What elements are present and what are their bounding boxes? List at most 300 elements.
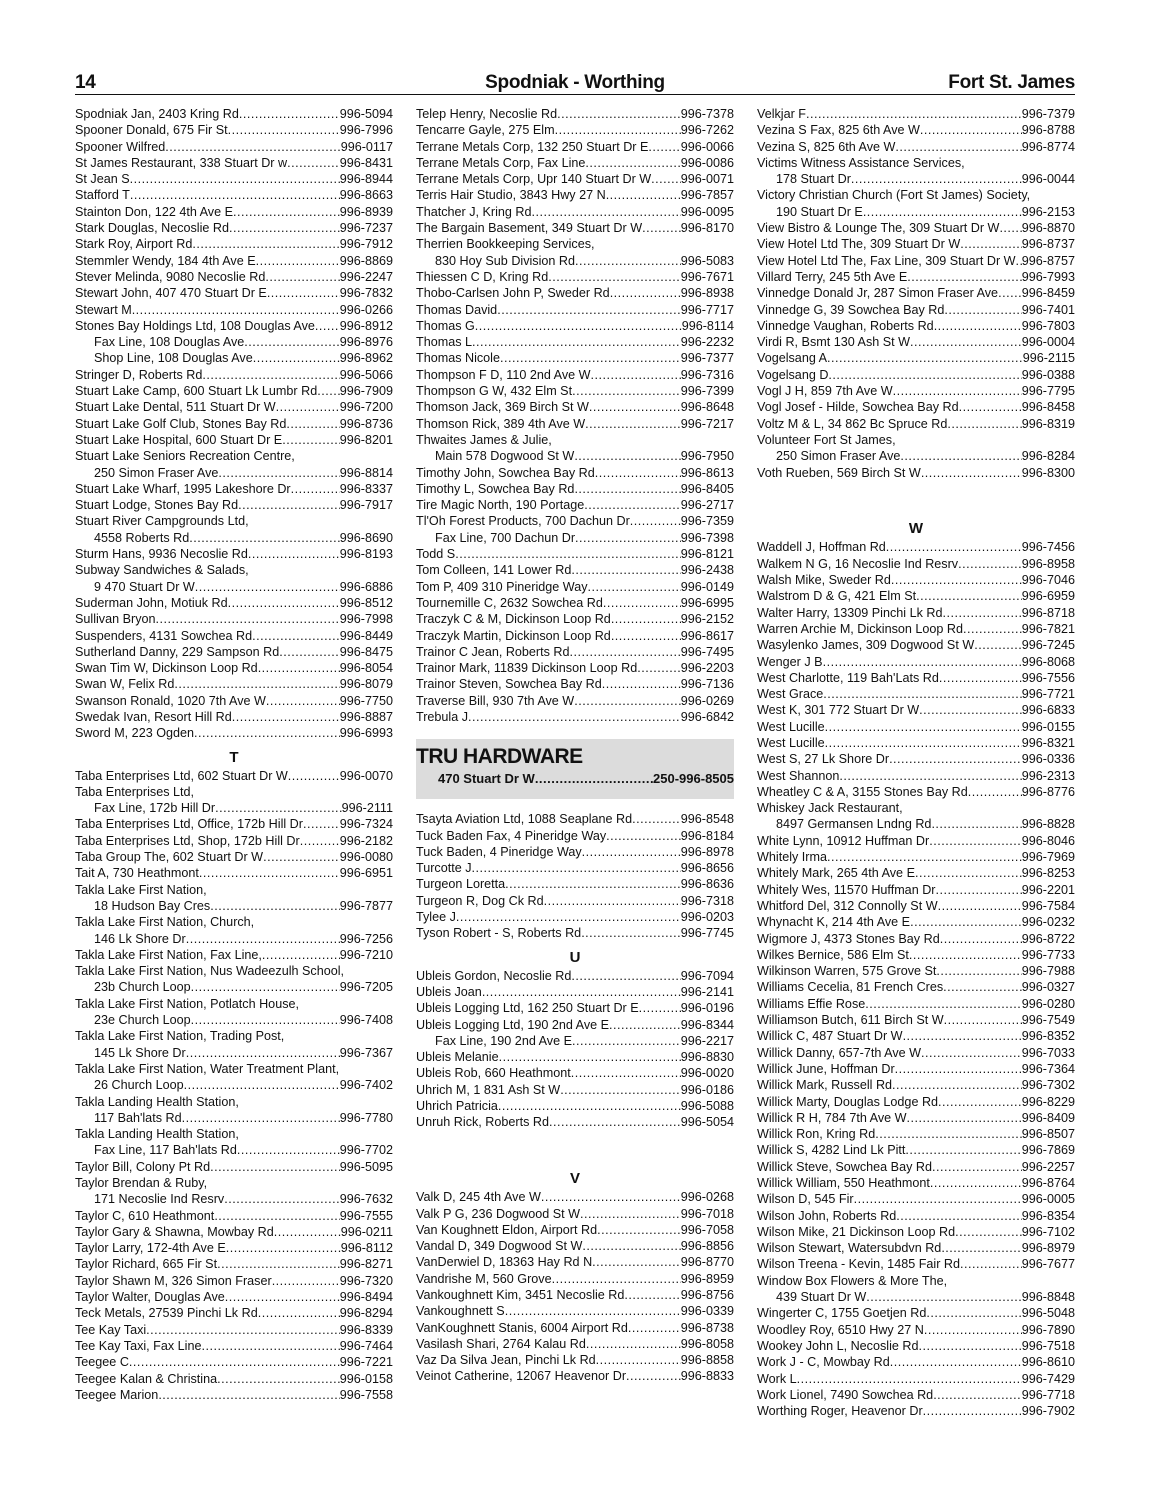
leader-dots: [199, 865, 340, 881]
listing-phone: 996-7518: [1021, 1338, 1075, 1353]
listing-name: 23b Church Loop: [94, 980, 191, 995]
listing-name: 117 Bah'lats Rd: [94, 1110, 182, 1125]
listing-name: Uhrich Patricia: [416, 1099, 498, 1114]
listing-entry: [416, 220, 734, 236]
listing-entry: [416, 660, 734, 676]
listing-phone: 996-8339: [339, 1322, 393, 1337]
listing-phone: 996-7377: [680, 351, 734, 366]
listing-name: Wilson D, 545 Fir: [757, 1192, 854, 1207]
leader-dots: [575, 253, 681, 269]
listing-phone: 996-8459: [1021, 286, 1075, 301]
listing-phone: 996-7200: [339, 400, 393, 415]
listing-entry: [416, 676, 734, 692]
listing-entry: [416, 432, 734, 448]
listing-phone: 996-8054: [339, 661, 393, 676]
listing-entry: [757, 637, 1075, 653]
listing-name: Terrane Metals Corp, 132 250 Stuart Dr E: [416, 139, 649, 154]
listing-phone: 996-8548: [680, 812, 734, 827]
listing-entry: [416, 399, 734, 415]
listing-phone: 996-7399: [680, 384, 734, 399]
leader-dots: [960, 236, 1022, 252]
listing-name: Warren Archie M, Dickinson Loop Rd: [757, 621, 964, 636]
listing-phone: 996-7256: [339, 931, 393, 946]
listing-name: 26 Church Loop: [94, 1078, 184, 1093]
leader-dots: [863, 204, 1022, 220]
leader-dots: [586, 1336, 681, 1352]
listing-entry: [75, 1110, 393, 1126]
listing-phone: 996-5048: [1021, 1306, 1075, 1321]
listing-name: St Jean S: [75, 172, 130, 187]
leader-dots: [924, 1322, 1022, 1338]
leader-dots: [239, 106, 340, 122]
leader-dots: [907, 1110, 1022, 1126]
listing-name: 171 Necoslie Ind Resrv: [94, 1192, 225, 1207]
listing-name: Takla Landing Health Station,: [75, 1094, 239, 1109]
listing-entry: [757, 122, 1075, 138]
leader-dots: [253, 350, 340, 366]
listing-entry: [75, 220, 393, 236]
listing-phone: 996-7058: [680, 1222, 734, 1237]
listing-name: 250 Simon Fraser Ave: [94, 465, 219, 480]
leader-dots: [574, 481, 680, 497]
listing-name: Van Koughnett Eldon, Airport Rd: [416, 1222, 598, 1237]
leader-dots: [866, 1289, 1021, 1305]
listing-name: Stuart Lake Camp, 600 Stuart Lk Lumbr Rd: [75, 384, 318, 399]
leader-dots: [532, 204, 681, 220]
leader-dots: [910, 334, 1022, 350]
listing-name: Wenger J B: [757, 654, 823, 669]
listing-entry: [416, 709, 734, 725]
listing-phone: 996-8776: [1021, 784, 1075, 799]
listing-entry: [75, 1338, 393, 1354]
listing-name: Thwaites James & Julie,: [416, 432, 552, 447]
listing-name: West Shannon: [757, 768, 840, 783]
listing-name: View Hotel Ltd The, 309 Stuart Dr W: [757, 237, 961, 252]
listing-entry: [416, 122, 734, 138]
leader-dots: [943, 979, 1022, 995]
listing-name: Stuart River Campgrounds Ltd,: [75, 514, 249, 529]
listing-entry: [416, 1017, 734, 1033]
listing-entry: [757, 1191, 1075, 1207]
leader-dots: [944, 1012, 1022, 1028]
leader-dots: [585, 155, 680, 171]
listing-phone: 996-7318: [680, 893, 734, 908]
listing-phone: 996-7245: [1021, 638, 1075, 653]
listing-phone: 996-7408: [339, 1013, 393, 1028]
listing-phone: 996-7780: [339, 1110, 393, 1125]
listing-entry: [757, 220, 1075, 236]
listing-name: Willick Ron, Kring Rd: [757, 1127, 876, 1142]
listing-phone: 996-7950: [680, 449, 734, 464]
listing-phone: 996-8613: [680, 465, 734, 480]
leader-dots: [581, 925, 681, 941]
listing-entry: [75, 1256, 393, 1272]
leader-dots: [233, 204, 340, 220]
listing-phone: 996-7721: [1021, 687, 1075, 702]
listing-entry: [416, 1303, 734, 1319]
listing-entry: [757, 465, 1075, 481]
listing-phone: 996-8494: [339, 1290, 393, 1305]
listing-phone: 996-0095: [680, 204, 734, 219]
listing-phone: 996-8856: [680, 1239, 734, 1254]
leader-dots: [237, 1142, 340, 1158]
listing-name: 145 Lk Shore Dr: [94, 1045, 186, 1060]
listing-phone: 996-0020: [680, 1066, 734, 1081]
listing-entry: [75, 1077, 393, 1093]
leader-dots: [192, 236, 339, 252]
listing-entry: [757, 139, 1075, 155]
listing-phone: 996-0044: [1021, 172, 1075, 187]
listing-entry: [75, 236, 393, 252]
listing-entry: [416, 1336, 734, 1352]
listing-entry: [757, 931, 1075, 947]
leader-dots: [130, 171, 340, 187]
listing-name: Swan W, Felix Rd: [75, 677, 175, 692]
leader-dots: [611, 628, 681, 644]
leader-dots: [194, 725, 340, 741]
listing-phone: 996-7456: [1021, 540, 1075, 555]
listing-entry: [757, 1371, 1075, 1387]
listing-entry: [757, 1208, 1075, 1224]
listing-name: Tait A, 730 Heathmont: [75, 866, 199, 881]
listing-phone: 996-8319: [1021, 416, 1075, 431]
listing-entry: [416, 383, 734, 399]
listing-name: Vezina S, 825 6th Ave W: [757, 139, 896, 154]
listing-name: Fax Line, 108 Douglas Ave: [94, 335, 245, 350]
listing-name: 146 Lk Shore Dr: [94, 931, 186, 946]
listing-entry: [757, 1077, 1075, 1093]
leader-dots: [286, 416, 339, 432]
listing-entry: [757, 914, 1075, 930]
listing-phone: 996-7033: [1021, 1045, 1075, 1060]
listing-name: Thomson Jack, 369 Birch St W: [416, 400, 589, 415]
listing-name: Takla Lake First Nation, Trading Post,: [75, 1029, 285, 1044]
listing-name: Vankoughnett Kim, 3451 Necoslie Rd: [416, 1288, 625, 1302]
listing-entry: [757, 605, 1075, 621]
listing-phone: 996-8512: [339, 595, 393, 610]
leader-dots: [156, 611, 340, 627]
listing-name: Stones Bay Holdings Ltd, 108 Douglas Ave: [75, 318, 315, 333]
listing-phone: 996-7495: [680, 644, 734, 659]
listing-phone: 996-8409: [1021, 1110, 1075, 1125]
listing-name: Veinot Catherine, 12067 Heavenor Dr: [416, 1369, 627, 1384]
listing-entry: [416, 448, 734, 464]
listing-name: Taylor Walter, Douglas Ave: [75, 1290, 225, 1305]
listing-entry: [757, 1387, 1075, 1403]
listing-phone: 996-6951: [339, 866, 393, 881]
listing-phone: 996-2115: [1022, 351, 1075, 366]
listing-name: Tyson Robert - S, Roberts Rd: [416, 926, 582, 941]
listing-name: Vogl J H, 859 7th Ave W: [757, 384, 893, 399]
listing-entry: [75, 693, 393, 709]
leader-dots: [571, 1065, 681, 1081]
listing-entry: [757, 1289, 1075, 1305]
listing-entry: [75, 139, 393, 155]
listing-phone: 996-7359: [680, 514, 734, 529]
listing-name: Fax Line, 172b Hill Dr: [94, 801, 216, 816]
listing-entry: [757, 539, 1075, 555]
listing-phone: 996-8830: [680, 1050, 734, 1065]
listing-phone: 996-2111: [341, 801, 393, 816]
leader-dots: [959, 399, 1022, 415]
listing-phone: 996-2313: [1021, 768, 1075, 783]
listing-phone: 996-8962: [339, 351, 393, 366]
leader-dots: [889, 751, 1022, 767]
leader-dots: [291, 481, 340, 497]
leader-dots: [588, 579, 681, 595]
listing-entry: [75, 465, 393, 481]
listing-phone: 996-8046: [1021, 833, 1075, 848]
listing-phone: 996-7890: [1021, 1322, 1075, 1337]
leader-dots: [288, 768, 340, 784]
listing-phone: 996-8201: [339, 432, 393, 447]
listing-name: Stark Roy, Airport Rd: [75, 237, 193, 252]
listing-phone: 996-7677: [1021, 1257, 1075, 1272]
listing-phone: 996-8184: [680, 828, 734, 843]
listing-name: Terrane Metals Corp, Upr 140 Stuart Dr W: [416, 172, 652, 187]
listing-phone: 996-8507: [1021, 1127, 1075, 1142]
leader-dots: [214, 1208, 339, 1224]
leader-dots: [132, 302, 340, 318]
listing-entry: [416, 984, 734, 1000]
listing-entry: [757, 1224, 1075, 1240]
listing-entry: [757, 686, 1075, 702]
listing-entry: [75, 1354, 393, 1370]
leader-dots: [936, 963, 1021, 979]
listing-phone: 996-0203: [680, 910, 734, 925]
leader-dots: [186, 931, 340, 947]
leader-dots: [597, 1222, 681, 1238]
listing-name: View Bistro & Lounge The, 309 Stuart Dr W: [757, 221, 1000, 236]
listing-entry: [75, 513, 393, 529]
listing-name: Teck Metals, 27539 Pinchi Lk Rd: [75, 1306, 258, 1321]
blank-line: [757, 481, 1075, 497]
listing-name: Worthing Roger, Heavenor Dr: [757, 1404, 923, 1419]
listing-entry: [75, 334, 393, 350]
listing-name: Stuart Lodge, Stones Bay Rd: [75, 498, 239, 513]
listing-phone: 996-7556: [1021, 670, 1075, 685]
listing-name: Trainor Mark, 11839 Dickinson Loop Rd: [416, 661, 638, 676]
listing-phone: 996-7988: [1021, 964, 1075, 979]
listing-name: Tuck Baden Fax, 4 Pineridge Way: [416, 828, 607, 843]
leader-dots: [585, 416, 681, 432]
listing-name: Tuck Baden, 4 Pineridge Way: [416, 844, 582, 859]
listing-name: Timothy John, Sowchea Bay Rd: [416, 465, 595, 480]
leader-dots: [918, 1338, 1021, 1354]
listing-phone: 996-8944: [339, 172, 393, 187]
listing-name: Tee Kay Taxi: [75, 1322, 147, 1337]
listing-phone: 996-8814: [339, 465, 393, 480]
listing-entry: [757, 1354, 1075, 1370]
listing-phone: 996-8828: [1021, 817, 1075, 832]
listing-name: Uhrich M, 1 831 Ash St W: [416, 1082, 561, 1097]
listing-entry: [757, 1126, 1075, 1142]
listing-name: Thatcher J, Kring Rd: [416, 204, 532, 219]
listing-phone: 996-0066: [680, 139, 734, 154]
listing-phone: 996-2232: [680, 335, 734, 350]
listing-name: Sturm Hans, 9936 Necoslie Rd: [75, 547, 248, 562]
listing-phone: 996-8112: [340, 1241, 393, 1256]
listing-entry: [416, 628, 734, 644]
listing-phone: 996-8300: [1021, 465, 1075, 480]
listing-entry: [75, 530, 393, 546]
listing-phone: 996-8764: [1021, 1176, 1075, 1190]
leader-dots: [158, 1387, 339, 1403]
listing-name: Wasylenko James, 309 Dogwood St W: [757, 638, 975, 653]
listing-phone: 996-8912: [339, 318, 393, 333]
listing-phone: 996-7398: [680, 530, 734, 545]
listing-name: 8497 Germansen Lndng Rd: [776, 817, 932, 832]
listing-entry: [416, 811, 734, 827]
listing-phone: 996-8869: [339, 253, 393, 268]
listing-entry: [416, 1049, 734, 1065]
leader-dots: [256, 253, 340, 269]
listing-entry: [416, 302, 734, 318]
listing-entry: [757, 996, 1075, 1012]
listing-phone: 996-6993: [339, 726, 393, 741]
listing-phone: 996-0280: [1021, 996, 1075, 1011]
leader-dots: [210, 1159, 340, 1175]
listing-name: Taba Enterprises Ltd, Shop, 172b Hill Dr: [75, 833, 300, 848]
listing-phone: 996-7869: [1021, 1143, 1075, 1158]
listing-name: Stark Douglas, Necoslie Rd: [75, 221, 229, 236]
listing-entry: [75, 849, 393, 865]
listing-phone: 996-7401: [1021, 302, 1075, 317]
listing-name: Takla Lake First Nation,: [75, 882, 207, 897]
listing-entry: [416, 236, 734, 252]
listing-name: Willick R H, 784 7th Ave W: [757, 1110, 907, 1125]
listing-phone: 996-8458: [1021, 400, 1075, 415]
listing-entry: [416, 530, 734, 546]
listing-phone: 996-0086: [680, 155, 734, 170]
leader-dots: [823, 654, 1022, 670]
listing-name: West Charlotte, 119 Bah'Lats Rd: [757, 670, 939, 685]
listing-entry: [416, 925, 734, 941]
listing-phone: 996-8848: [1021, 1290, 1075, 1305]
listing-phone: 996-8756: [680, 1288, 734, 1302]
leader-dots: [571, 562, 680, 578]
directory-column-3: [757, 106, 1075, 1419]
leader-dots: [929, 833, 1022, 849]
listing-entry: [75, 996, 393, 1012]
listing-name: 190 Stuart Dr E: [776, 204, 863, 219]
listing-name: Vezina S Fax, 825 6th Ave W: [757, 123, 920, 138]
leader-dots: [202, 367, 339, 383]
listing-name: Takla Landing Health Station,: [75, 1127, 239, 1142]
leader-dots: [825, 735, 1022, 751]
listing-entry: [416, 611, 734, 627]
listing-entry: [75, 1387, 393, 1403]
leader-dots: [265, 269, 339, 285]
listing-name: Tylee J: [416, 910, 456, 925]
leader-dots: [498, 1098, 681, 1114]
page-title: Spodniak - Worthing: [485, 72, 665, 93]
listing-phone: 996-7094: [680, 968, 734, 983]
listing-phone: 996-7102: [1021, 1224, 1075, 1239]
leader-dots: [591, 367, 681, 383]
leader-dots: [560, 1082, 681, 1098]
listing-name: VanKoughnett Stanis, 6004 Airport Rd: [416, 1320, 628, 1335]
listing-entry: [75, 914, 393, 930]
listing-entry: [416, 860, 734, 876]
leader-dots: [624, 1287, 680, 1303]
listing-phone: 996-8405: [680, 481, 734, 496]
listing-phone: 996-0269: [680, 693, 734, 708]
listing-phone: 996-5054: [680, 1115, 734, 1130]
listing-entry: [757, 816, 1075, 832]
listing-phone: 996-8193: [339, 547, 393, 562]
listing-entry: [75, 350, 393, 366]
listing-name: Sutherland Danny, 229 Sampson Rd: [75, 644, 280, 659]
listing-name: Stewart M: [75, 302, 132, 317]
listing-phone: 996-8737: [1021, 237, 1075, 252]
listing-phone: 996-8354: [1021, 1208, 1075, 1223]
listing-name: Turgeon Loretta: [416, 877, 506, 892]
listing-phone: 996-7795: [1021, 384, 1075, 399]
leader-dots: [851, 171, 1022, 187]
listing-phone: 996-0266: [339, 302, 393, 317]
listing-name: Sword M, 223 Ogden: [75, 726, 195, 741]
listing-entry: [757, 383, 1075, 399]
listing-entry: [416, 187, 734, 203]
listing-name: Wilson Treena - Kevin, 1485 Fair Rd: [757, 1257, 960, 1272]
listing-entry: [75, 383, 393, 399]
listing-name: Willick Mark, Russell Rd: [757, 1078, 893, 1093]
listing-name: VanDerwiel D, 18363 Hay Rd N: [416, 1255, 593, 1270]
listing-phone: 996-7558: [339, 1387, 393, 1402]
listing-name: Ubleis Joan: [416, 984, 482, 999]
listing-phone: 996-7745: [680, 926, 734, 941]
listing-name: Taylor Larry, 172-4th Ave E: [75, 1241, 226, 1256]
ad-listing-line: [438, 771, 734, 787]
listing-phone: 996-8833: [680, 1369, 734, 1384]
listing-name: 23e Church Loop: [94, 1013, 191, 1028]
listing-name: Victory Christian Church (Fort St James) Society,: [757, 188, 1031, 203]
leader-dots: [574, 693, 681, 709]
listing-name: Taylor Bill, Colony Pt Rd: [75, 1159, 211, 1174]
listing-name: Takla Lake First Nation, Nus Wadeezulh School,: [75, 964, 345, 979]
listing-phone: 996-8788: [1021, 123, 1075, 138]
leader-dots: [146, 1322, 340, 1338]
listing-phone: 996-0117: [340, 139, 393, 154]
listing-phone: 996-2141: [680, 984, 734, 999]
listing-phone: 996-8058: [680, 1336, 734, 1351]
listing-name: Tl'Oh Forest Products, 700 Dachun Dr: [416, 514, 630, 529]
listing-phone: 996-8979: [1021, 1241, 1075, 1256]
listing-phone: 996-7996: [339, 123, 393, 138]
listing-name: Valk D, 245 4th Ave W: [416, 1190, 541, 1205]
listing-phone: 996-8068: [1021, 654, 1075, 669]
listing-entry: [757, 833, 1075, 849]
listing-phone: 996-8636: [680, 877, 734, 892]
listing-entry: [416, 1368, 734, 1384]
listing-phone: 996-7671: [680, 269, 734, 284]
leader-dots: [930, 1175, 1022, 1191]
leader-dots: [909, 947, 1022, 963]
leader-dots: [895, 139, 1021, 155]
listing-name: White Lynn, 10912 Huffman Dr: [757, 833, 930, 848]
listing-name: Ubleis Logging Ltd, 190 2nd Ave E: [416, 1017, 610, 1032]
listing-phone: 996-7320: [339, 1273, 393, 1288]
listing-name: Waddell J, Hoffman Rd: [757, 540, 886, 555]
listing-name: Whitely Mark, 265 4th Ave E: [757, 866, 915, 881]
listing-name: Taylor Shawn M, 326 Simon Fraser: [75, 1273, 272, 1288]
listing-name: Trainor Steven, Sowchea Bay Rd: [416, 677, 602, 692]
leader-dots: [499, 1049, 681, 1065]
listing-name: Stewart John, 407 470 Stuart Dr E: [75, 286, 267, 301]
leader-dots: [637, 660, 681, 676]
leader-dots: [258, 660, 340, 676]
